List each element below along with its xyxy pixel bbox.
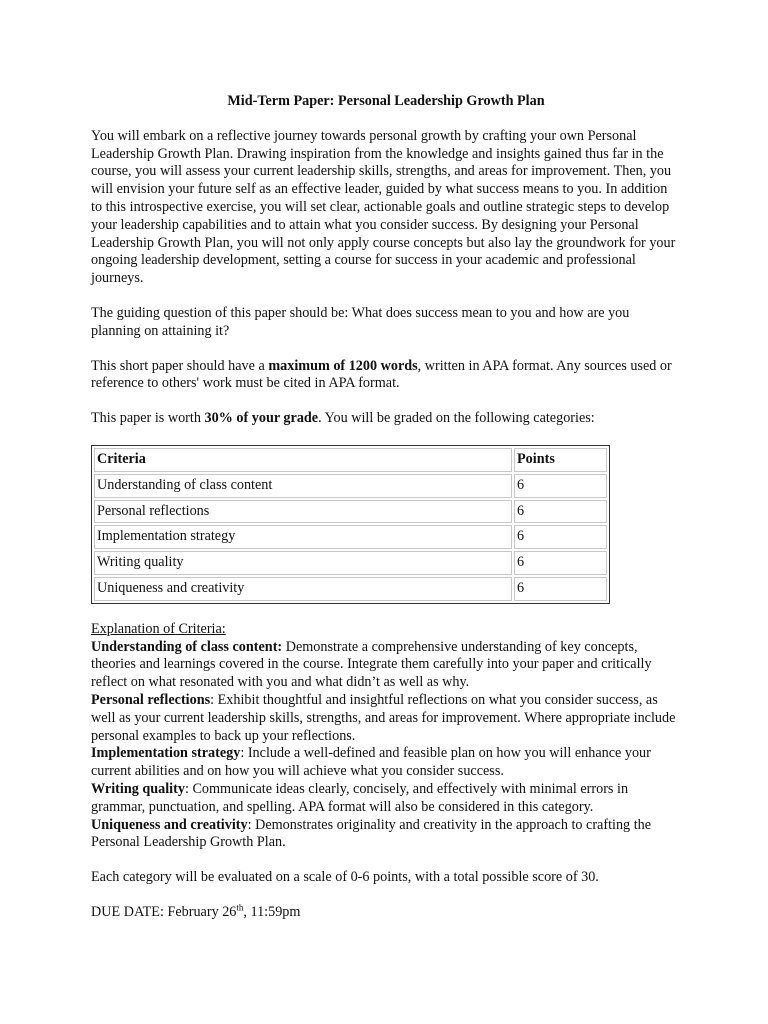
explanation-term: Writing quality: [91, 780, 185, 797]
explanation-text: Demonstrate a comprehensive understanding of key concepts, theories and learnings covered in the course. Integrate them carefully into your paper and critically reflect on what resonated with you and what didn’t as well as why.: [91, 638, 652, 691]
table-row: [94, 474, 607, 498]
explanation-item: [91, 745, 681, 781]
criteria-cell: Personal reflections: [94, 500, 512, 524]
due-date-ordinal: th: [236, 902, 244, 913]
criteria-cell: Implementation strategy: [94, 525, 512, 549]
explanation-heading: Explanation of Criteria:: [91, 620, 226, 637]
due-date-suffix: , 11:59pm: [243, 903, 301, 920]
grade-weight: 30% of your grade: [204, 410, 319, 427]
explanation-text: : Include a well-defined and feasible plan on how you will enhance your current abilities and on how you will achieve what you consider success.: [91, 745, 651, 780]
table-row: [94, 500, 607, 524]
guiding-question-paragraph: The guiding question of this paper should be: What does success mean to you and how are you planning on attaining it?: [91, 304, 630, 339]
explanation-item: [91, 781, 681, 817]
length-text-before: This short paper should have a: [91, 357, 269, 374]
explanation-term: Personal reflections: [91, 691, 211, 708]
due-date-prefix: DUE DATE: February 26: [91, 903, 237, 920]
table-row: [94, 525, 607, 549]
explanation-item: [91, 639, 681, 692]
criteria-explanation: [91, 621, 681, 852]
points-cell: 6: [514, 551, 607, 575]
scale-note: Each category will be evaluated on a scale of 0-6 points, with a total possible score of 30.: [91, 869, 599, 886]
points-header: Points: [514, 448, 607, 472]
explanation-term: Uniqueness and creativity: [91, 816, 248, 833]
explanation-text: : Demonstrates originality and creativity in the approach to crafting the Personal Leadership Growth Plan.: [91, 816, 652, 851]
points-cell: 6: [514, 577, 607, 601]
worth-text-before: This paper is worth: [91, 410, 205, 427]
document-page: [91, 93, 681, 939]
explanation-text: : Exhibit thoughtful and insightful reflections on what you consider success, as well as your current leadership skills, strengths, and areas for improvement. Where appropriate include personal examples to back up your reflections.: [91, 691, 676, 744]
criteria-header: Criteria: [94, 448, 512, 472]
points-cell: 6: [514, 474, 607, 498]
explanation-item: [91, 817, 681, 853]
table-header-row: [94, 448, 607, 472]
worth-text-after: . You will be graded on the following categories:: [318, 410, 595, 427]
criteria-cell: Uniqueness and creativity: [94, 577, 512, 601]
length-paragraph: [91, 358, 681, 394]
explanation-term: Implementation strategy: [91, 745, 241, 762]
table-row: [94, 551, 607, 575]
length-text-after: , written in APA format. Any sources used or reference to others' work must be cited in APA format.: [91, 357, 672, 392]
due-date: [91, 904, 681, 922]
page-title: Mid-Term Paper: Personal Leadership Growth Plan: [227, 93, 545, 109]
explanation-item: [91, 692, 681, 745]
criteria-cell: Writing quality: [94, 551, 512, 575]
points-cell: 6: [514, 525, 607, 549]
word-limit: maximum of 1200 words: [268, 357, 418, 374]
criteria-cell: Understanding of class content: [94, 474, 512, 498]
worth-paragraph: [91, 410, 681, 428]
points-cell: 6: [514, 500, 607, 524]
explanation-text: : Communicate ideas clearly, concisely, and effectively with minimal errors in grammar, punctuation, and spelling. APA format will also be considered in this category.: [91, 780, 629, 815]
explanation-term: Understanding of class content:: [91, 638, 283, 655]
table-row: [94, 577, 607, 601]
intro-paragraph: You will embark on a reflective journey towards personal growth by crafting your own Personal Leadership Growth Plan. Drawing inspiration from the knowledge and insights gained thus far in the course, you will assess your current leadership skills, strengths, and areas for improvement. Then, you will envision your future self as an effective leader, guided by what success means to you. In addition to this introspective exercise, you will set clear, actionable goals and outline strategic steps to develop your leadership capabilities and to attain what you consider success. By designing your Personal Leadership Growth Plan, you will not only apply course concepts but also lay the groundwork for your ongoing leadership development, setting a course for success in your academic and professional journeys.: [91, 127, 676, 287]
criteria-table: [91, 445, 610, 604]
